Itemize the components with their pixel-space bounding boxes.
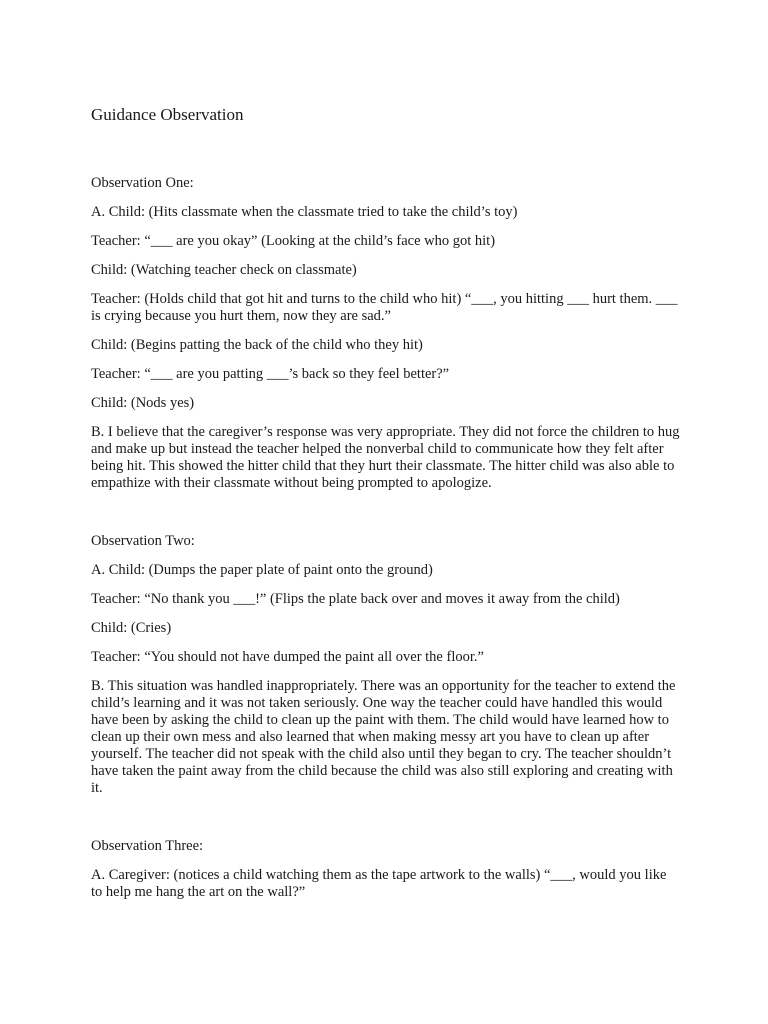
paragraph: Teacher: “___ are you okay” (Looking at the child’s face who got hit)	[91, 233, 496, 249]
observation-three-section	[91, 837, 681, 901]
paragraph: Teacher: “No thank you ___!” (Flips the plate back over and moves it away from the child)	[91, 591, 620, 607]
paragraph: B. I believe that the caregiver’s response was very appropriate. They did not force the children to hug and make up but instead the teacher helped the nonverbal child to communicate how they felt after being hit. This showed the hitter child that they hurt their classmate. The hitter child was also able to empathize with their classmate without being prompted to apologize.	[91, 424, 680, 491]
paragraph: Teacher: (Holds child that got hit and turns to the child who hit) “___, you hitting ___ hurt them. ___ is crying because you hurt them, now they are sad.”	[91, 291, 678, 324]
document-title: Guidance Observation	[91, 105, 244, 124]
document-page	[91, 100, 681, 913]
paragraph: Child: (Nods yes)	[91, 395, 195, 411]
section-heading: Observation Two:	[91, 533, 195, 549]
section-heading: Observation One:	[91, 175, 194, 191]
paragraph: Teacher: “___ are you patting ___’s back so they feel better?”	[91, 366, 450, 382]
observation-two-section	[91, 532, 681, 797]
paragraph: Child: (Cries)	[91, 620, 172, 636]
paragraph: A. Child: (Dumps the paper plate of paint onto the ground)	[91, 562, 433, 578]
paragraph: Teacher: “You should not have dumped the paint all over the floor.”	[91, 649, 484, 665]
paragraph: B. This situation was handled inappropriately. There was an opportunity for the teacher to extend the child’s learning and it was not taken seriously. One way the teacher could have handled this would have been by asking the child to clean up the paint with them. The child would have learned how to clean up their own mess and also learned that when making messy art you have to clean up after yourself. The teacher did not speak with the child also until they began to cry. The teacher shouldn’t have taken the paint away from the child because the child was also still exploring and creating with it.	[91, 678, 676, 796]
paragraph: Child: (Watching teacher check on classmate)	[91, 262, 357, 278]
paragraph: A. Child: (Hits classmate when the classmate tried to take the child’s toy)	[91, 204, 518, 220]
section-heading: Observation Three:	[91, 838, 204, 854]
observation-one-section	[91, 174, 681, 492]
paragraph: Child: (Begins patting the back of the child who they hit)	[91, 337, 423, 353]
paragraph: A. Caregiver: (notices a child watching them as the tape artwork to the walls) “___, would you like to help me hang the art on the wall?”	[91, 867, 667, 900]
